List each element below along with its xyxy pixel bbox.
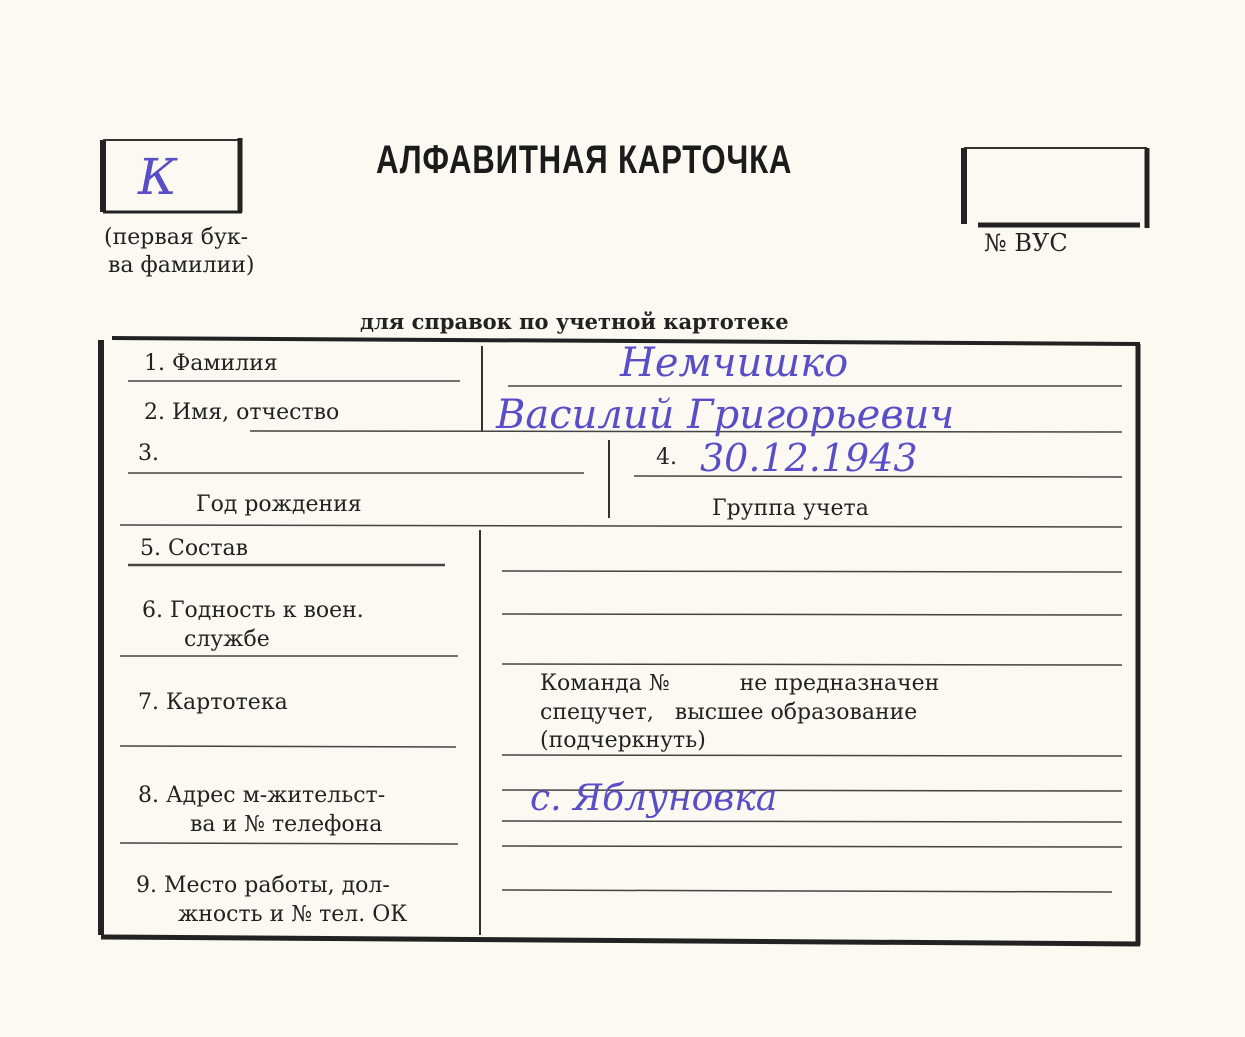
field-8-label-line-1: 8. Адрес м-жительст-	[138, 783, 386, 808]
field-7-label: 7. Картотека	[138, 690, 288, 715]
field-4-caption: Группа учета	[712, 496, 869, 521]
card-subtitle: для справок по учетной картотеке	[360, 309, 789, 334]
card-title: АЛФАВИТНАЯ КАРТОЧКА	[376, 138, 793, 182]
vus-box	[964, 148, 1147, 228]
field-7-text-line-1: Команда № не предназначен	[540, 671, 940, 696]
field-9-label-line-2: жность и № тел. ОК	[178, 902, 408, 927]
field-4-value: 30.12.1943	[700, 436, 918, 480]
field-6-label-line-2: службе	[184, 627, 270, 652]
field-3-caption: Год рождения	[196, 492, 362, 517]
field-2-label: 2. Имя, отчество	[144, 400, 340, 425]
field-9-label-line-1: 9. Место работы, дол-	[136, 873, 390, 898]
letter-caption-line-1: (первая бук-	[104, 225, 249, 250]
letter-caption-line-2: ва фамилии)	[108, 253, 255, 278]
field-7-text-line-3: (подчеркнуть)	[540, 728, 706, 753]
field-1-label: 1. Фамилия	[144, 351, 278, 376]
field-5-label: 5. Состав	[140, 536, 249, 561]
vus-caption: № ВУС	[984, 229, 1068, 257]
field-3-label: 3.	[138, 441, 159, 466]
field-7-text-line-2: спецучет, высшее образование	[540, 700, 918, 725]
field-8-label-line-2: ва и № телефона	[190, 812, 383, 837]
letter-box-value: К	[138, 148, 177, 206]
field-8-value: с. Яблуновка	[530, 778, 778, 819]
field-6-label-line-1: 6. Годность к воен.	[142, 598, 364, 623]
field-1-value: Немчишко	[620, 340, 849, 386]
field-4-label: 4.	[656, 445, 677, 470]
field-2-value: Василий Григорьевич	[496, 392, 955, 438]
